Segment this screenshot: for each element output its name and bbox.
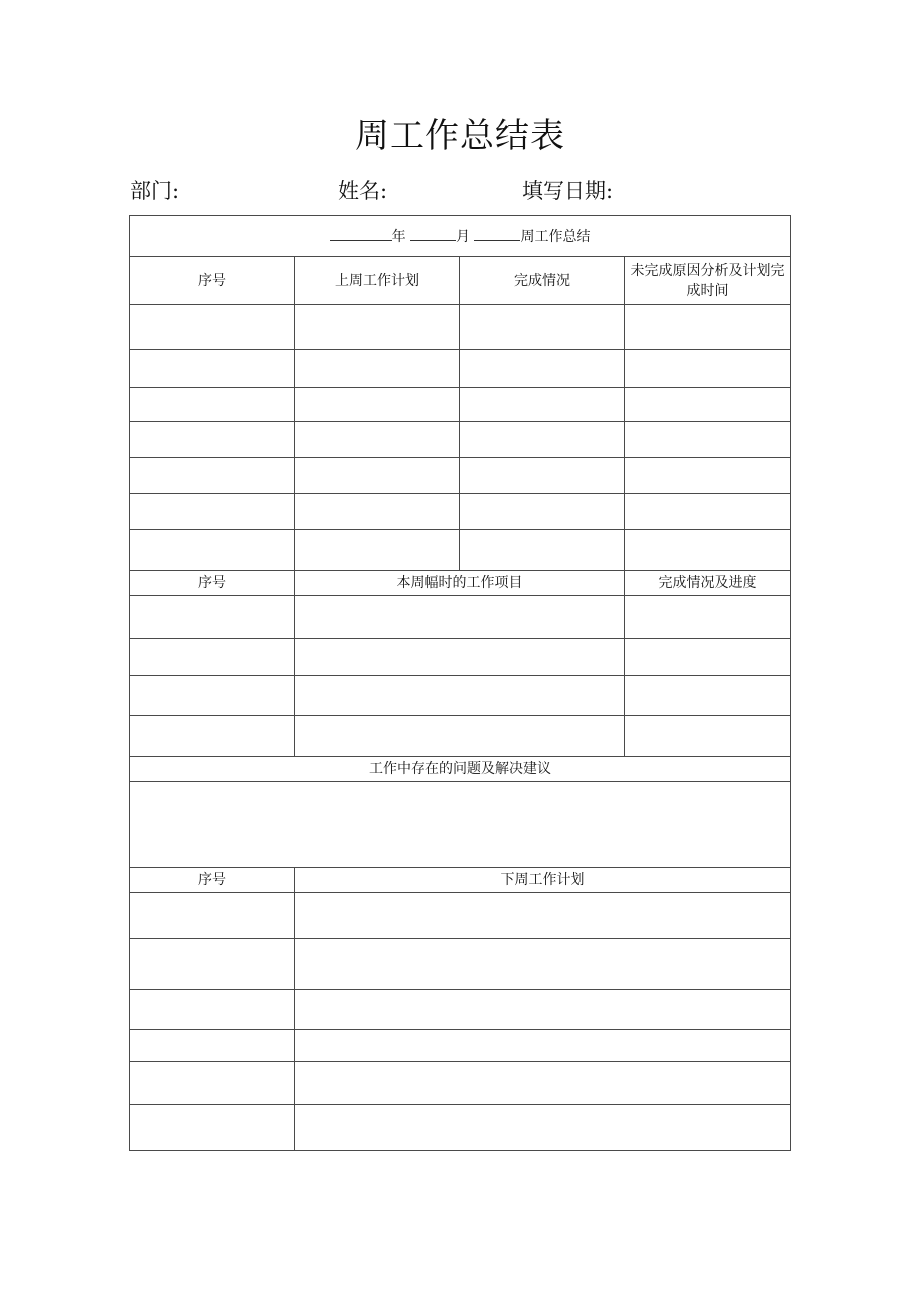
- table-row: [130, 350, 791, 388]
- cell[interactable]: [295, 990, 791, 1030]
- table-row: [130, 1105, 791, 1151]
- issues-content-cell[interactable]: [130, 782, 791, 868]
- table-row: [130, 494, 791, 530]
- summary-period-cell: [130, 216, 791, 257]
- year-blank[interactable]: [330, 226, 392, 241]
- header-this-week-items: 本周幅时的工作项目: [295, 571, 625, 596]
- cell[interactable]: [625, 350, 791, 388]
- cell[interactable]: [130, 350, 295, 388]
- cell[interactable]: [295, 530, 460, 571]
- header-progress: 完成情况及进度: [625, 571, 791, 596]
- cell[interactable]: [130, 422, 295, 458]
- header-issues-suggestions: 工作中存在的问题及解决建议: [130, 757, 791, 782]
- header-seq: 序号: [130, 257, 295, 305]
- cell[interactable]: [295, 939, 791, 990]
- cell[interactable]: [295, 350, 460, 388]
- table-row: [130, 422, 791, 458]
- cell[interactable]: [295, 639, 625, 676]
- cell[interactable]: [460, 422, 625, 458]
- cell[interactable]: [625, 388, 791, 422]
- cell[interactable]: [295, 1030, 791, 1062]
- table-row: [130, 1062, 791, 1105]
- cell[interactable]: [625, 305, 791, 350]
- cell[interactable]: [130, 1030, 295, 1062]
- summary-period-row: [130, 216, 791, 257]
- header-unfinished-reason: 未完成原因分析及计划完成时间: [625, 257, 791, 305]
- cell[interactable]: [130, 596, 295, 639]
- cell[interactable]: [130, 716, 295, 757]
- month-label: 月: [456, 228, 471, 245]
- header-seq: 序号: [130, 868, 295, 893]
- cell[interactable]: [460, 458, 625, 494]
- table-row: [130, 1030, 791, 1062]
- cell[interactable]: [130, 676, 295, 716]
- week-summary-label: 周工作总结: [520, 228, 591, 245]
- fill-date-label: 填写日期:: [522, 179, 614, 203]
- cell[interactable]: [130, 990, 295, 1030]
- name-label: 姓名:: [338, 179, 388, 203]
- cell[interactable]: [460, 494, 625, 530]
- cell[interactable]: [460, 388, 625, 422]
- table-row: [130, 596, 791, 639]
- week-blank[interactable]: [474, 226, 520, 241]
- table-row: [130, 530, 791, 571]
- cell[interactable]: [130, 893, 295, 939]
- cell[interactable]: [625, 639, 791, 676]
- cell[interactable]: [625, 422, 791, 458]
- issues-content-row: [130, 782, 791, 868]
- cell[interactable]: [625, 458, 791, 494]
- cell[interactable]: [625, 530, 791, 571]
- cell[interactable]: [625, 596, 791, 639]
- cell[interactable]: [130, 494, 295, 530]
- table-row: [130, 939, 791, 990]
- cell[interactable]: [625, 494, 791, 530]
- table-row: [130, 305, 791, 350]
- page-title: 周工作总结表: [355, 116, 565, 156]
- cell[interactable]: [130, 939, 295, 990]
- cell[interactable]: [130, 639, 295, 676]
- cell[interactable]: [130, 530, 295, 571]
- table-row: [130, 639, 791, 676]
- cell[interactable]: [460, 530, 625, 571]
- cell[interactable]: [130, 1105, 295, 1151]
- cell[interactable]: [460, 350, 625, 388]
- month-blank[interactable]: [410, 226, 456, 241]
- cell[interactable]: [295, 388, 460, 422]
- cell[interactable]: [130, 305, 295, 350]
- year-label: 年: [391, 228, 406, 245]
- cell[interactable]: [625, 716, 791, 757]
- cell[interactable]: [295, 716, 625, 757]
- next-week-header-row: [130, 868, 791, 893]
- department-label: 部门:: [130, 179, 180, 203]
- issues-header-row: [130, 757, 791, 782]
- header-last-week-plan: 上周工作计划: [295, 257, 460, 305]
- cell[interactable]: [295, 458, 460, 494]
- header-seq: 序号: [130, 571, 295, 596]
- weekly-summary-table: [129, 215, 791, 1151]
- cell[interactable]: [460, 305, 625, 350]
- cell[interactable]: [625, 676, 791, 716]
- cell[interactable]: [295, 1062, 791, 1105]
- cell[interactable]: [130, 458, 295, 494]
- cell[interactable]: [295, 494, 460, 530]
- table-row: [130, 893, 791, 939]
- cell[interactable]: [295, 305, 460, 350]
- table-row: [130, 388, 791, 422]
- cell[interactable]: [295, 893, 791, 939]
- cell[interactable]: [295, 422, 460, 458]
- cell[interactable]: [295, 1105, 791, 1151]
- table-row: [130, 990, 791, 1030]
- this-week-header-row: [130, 571, 791, 596]
- cell[interactable]: [130, 388, 295, 422]
- header-completion: 完成情况: [460, 257, 625, 305]
- table-row: [130, 458, 791, 494]
- table-row: [130, 676, 791, 716]
- cell[interactable]: [295, 596, 625, 639]
- table-row: [130, 716, 791, 757]
- cell[interactable]: [130, 1062, 295, 1105]
- cell[interactable]: [295, 676, 625, 716]
- header-next-week-plan: 下周工作计划: [295, 868, 791, 893]
- last-week-header-row: [130, 257, 791, 305]
